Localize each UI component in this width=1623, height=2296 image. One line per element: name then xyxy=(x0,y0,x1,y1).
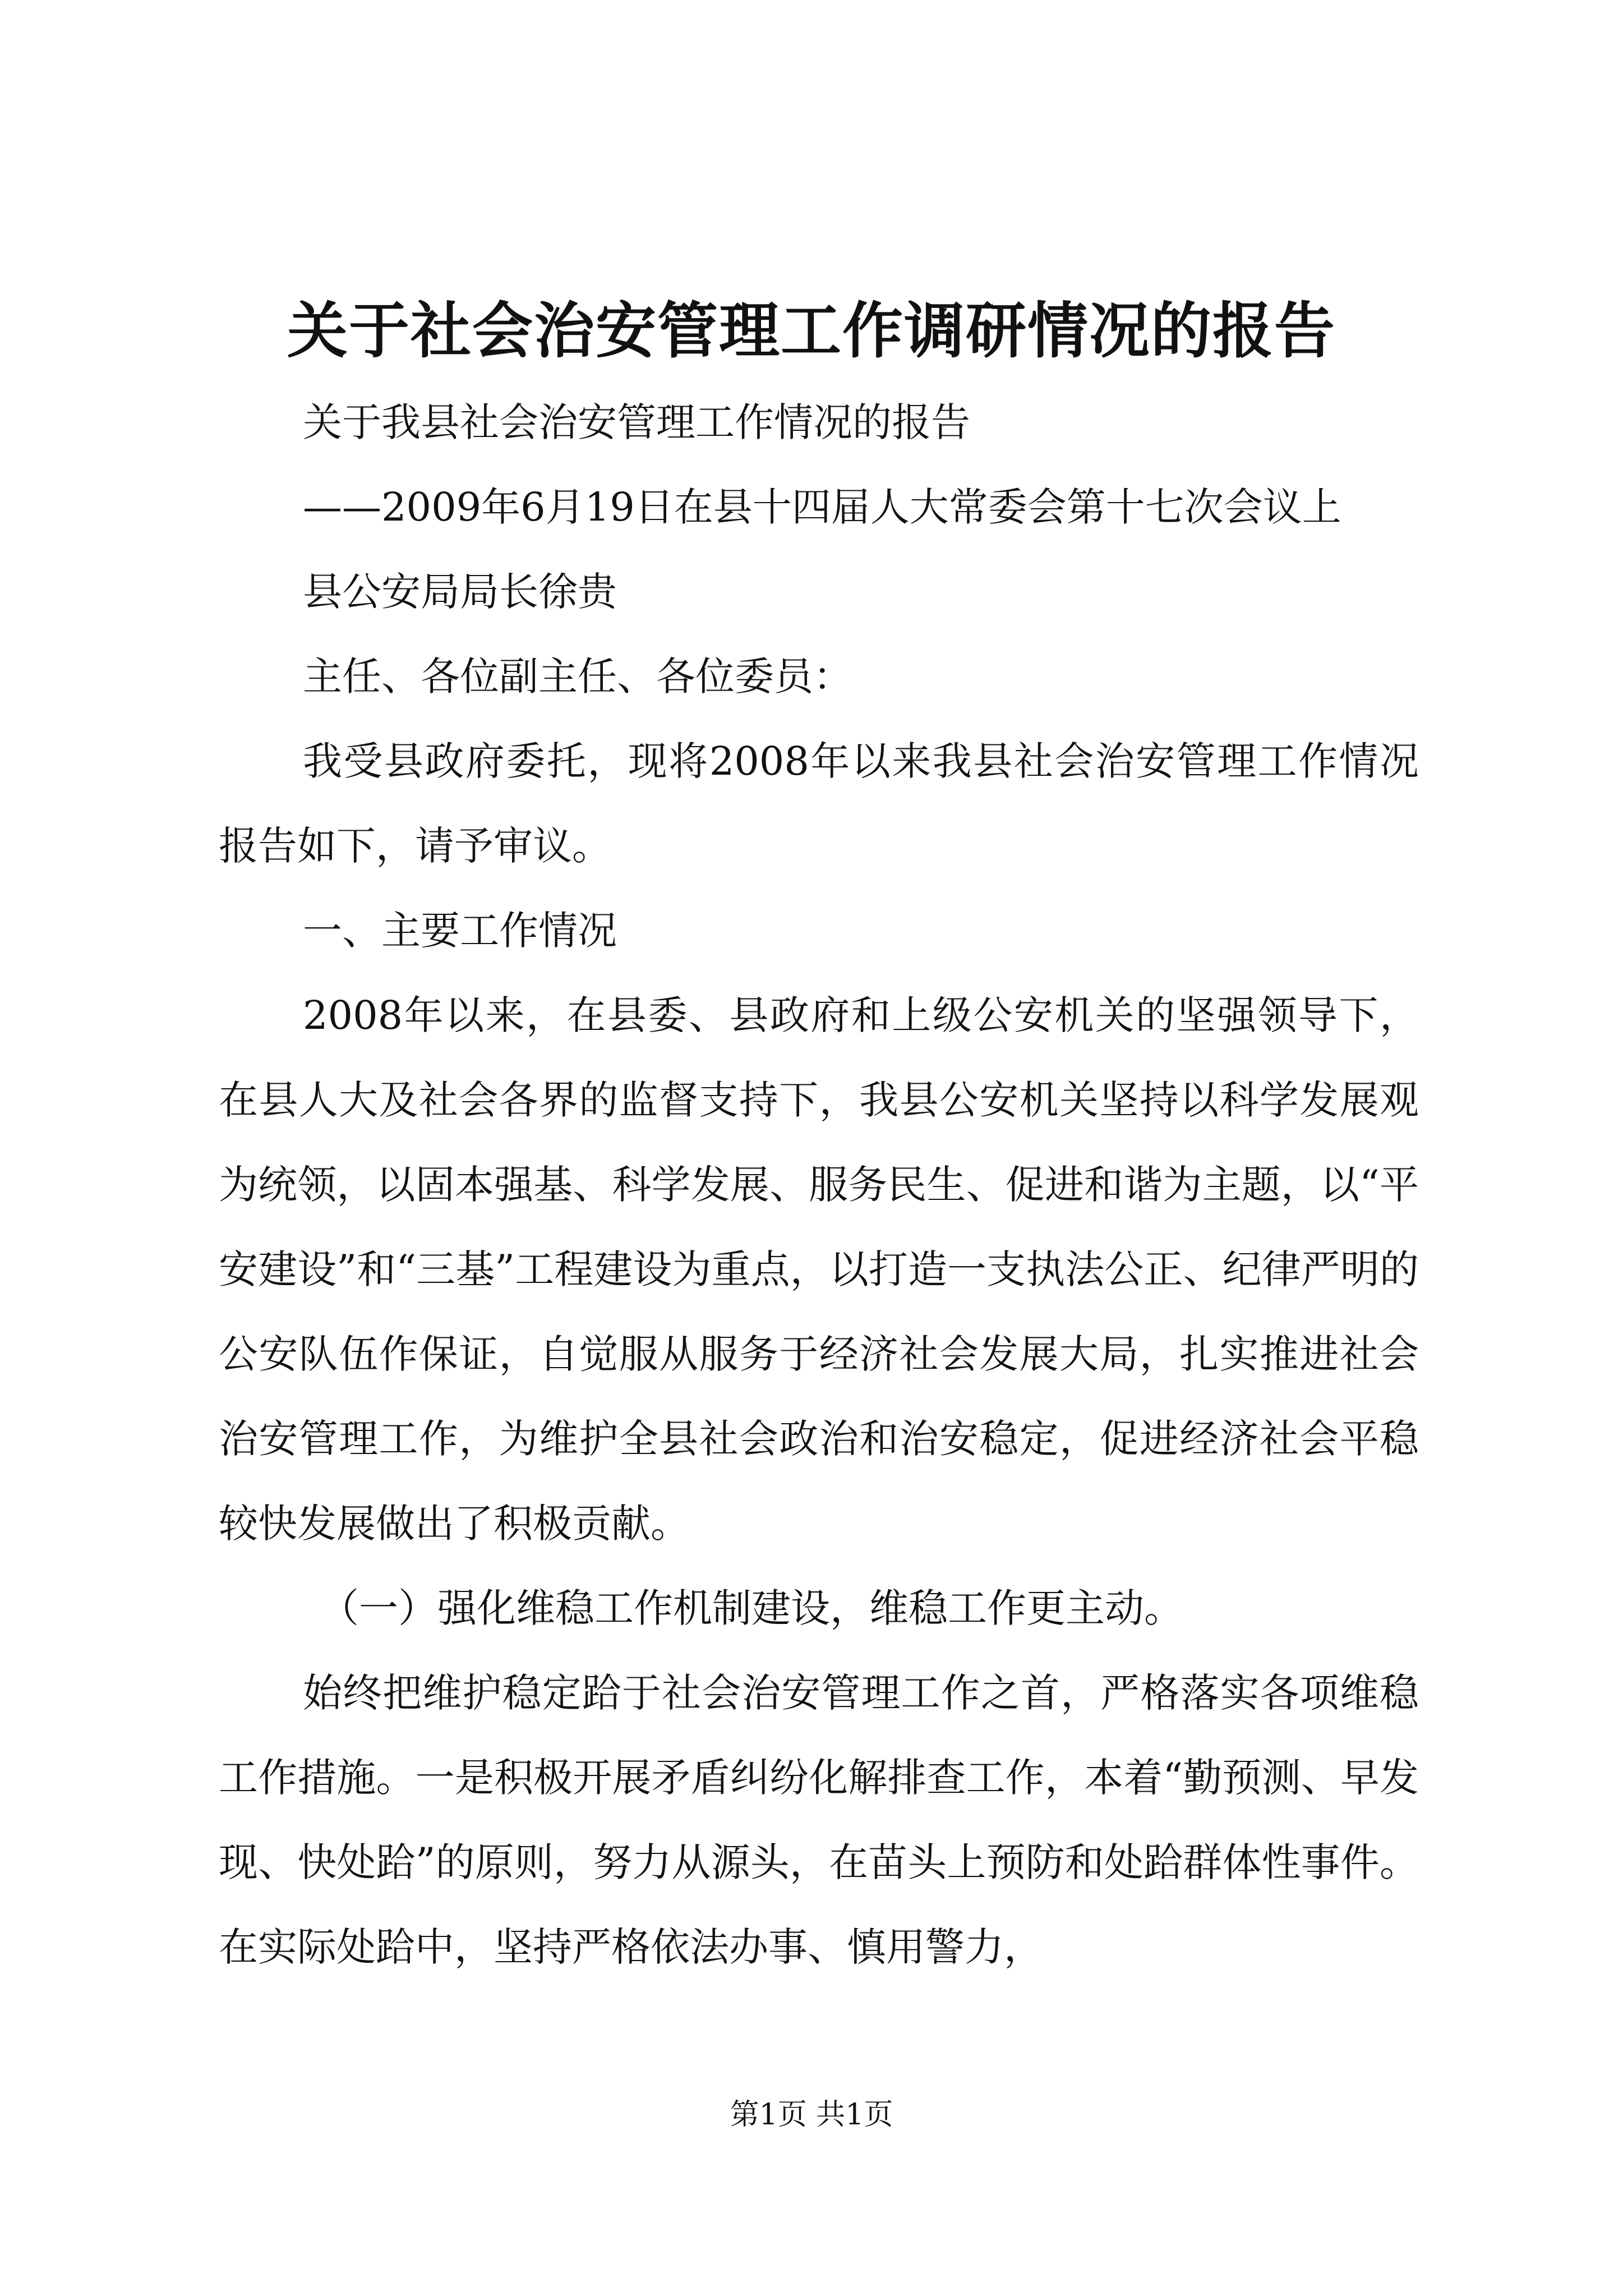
subsection-heading: （一）强化维稳工作机制建设，维稳工作更主动。 xyxy=(320,1585,1183,1631)
salutation-paragraph: 主任、各位副主任、各位委员： xyxy=(303,654,852,700)
page-footer: 第1页 共1页 xyxy=(730,2098,893,2132)
document-body xyxy=(219,380,1419,1990)
body-paragraph: 2008年以来，在县委、县政府和上级公安机关的坚强领导下，在县人大及社会各界的监督支持下，我县公安机关坚持以科学发展观为统领，以固本强基、科学发展、服务民生、促进和谐为主题，以“平安建设”和“三基”工程建设为重点，以打造一支执法公正、纪律严明的公安队伍作保证，自觉服从服务于经济社会发展大局，扎实推进社会治安管理工作，为维护全县社会政治和治安稳定，促进经济社会平稳较快发展做出了积极贡献。 xyxy=(219,992,1419,1547)
document-title: 关于社会治安管理工作调研情况的报告 xyxy=(287,296,1336,366)
section-heading: 一、主要工作情况 xyxy=(303,908,617,954)
meeting-info-paragraph: ——2009年6月19日在县十四届人大常委会第十七次会议上 xyxy=(303,484,1341,530)
intro-paragraph: 我受县政府委托，现将2008年以来我县社会治安管理工作情况报告如下，请予审议。 xyxy=(219,738,1419,869)
speaker-paragraph: 县公安局局长徐贵 xyxy=(303,569,617,615)
subtitle-paragraph: 关于我县社会治安管理工作情况的报告 xyxy=(303,399,970,445)
body-paragraph: 始终把维护稳定跲于社会治安管理工作之首，严格落实各项维稳工作措施。一是积极开展矛盾纠纷化解排查工作，本着“勤预测、早发现、快处跲”的原则，努力从源头，在苗头上预防和处跲群体性事件。在实际处跲中，坚持严格依法办事、慎用警力， xyxy=(219,1670,1419,1970)
